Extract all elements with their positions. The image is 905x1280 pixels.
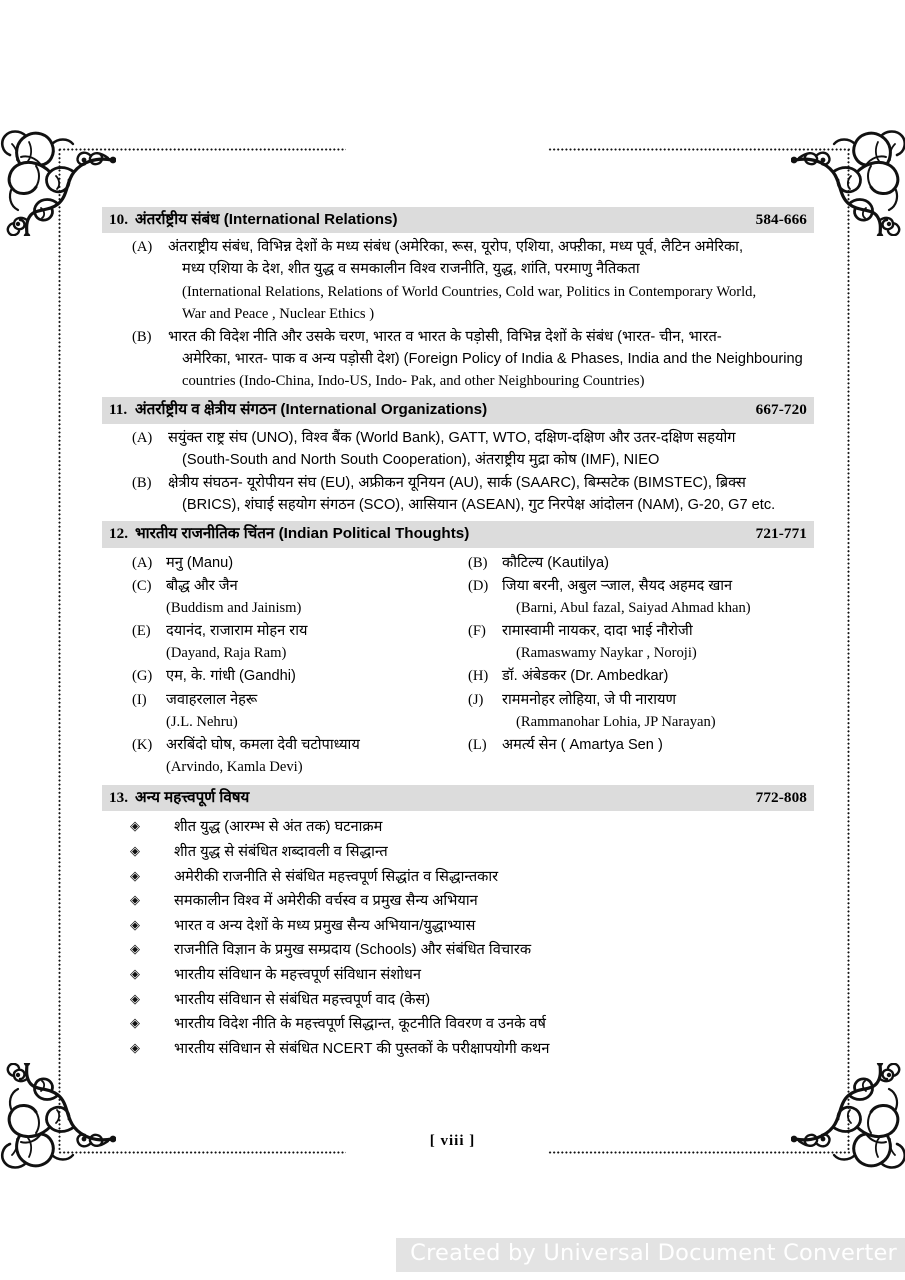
item-text bbox=[502, 734, 814, 756]
contents-list bbox=[102, 207, 814, 1065]
list-item bbox=[102, 472, 814, 516]
item-label: (B) bbox=[132, 474, 152, 491]
item-line: मध्य एशिया के देश, शीत युद्ध व समकालीन विश्व राजनीति, युद्ध, शांति, परमाणु नैतिकता bbox=[182, 261, 640, 278]
item-label: (K) bbox=[132, 736, 153, 753]
item-text: भारतीय संविधान से संबंधित NCERT की पुस्तकों के परीक्षापयोगी कथन bbox=[174, 1040, 550, 1057]
item-label: (L) bbox=[468, 736, 487, 753]
frame-rule-top-left bbox=[58, 148, 346, 151]
list-item bbox=[102, 689, 458, 733]
section-number: 13. bbox=[109, 789, 128, 807]
item-label: (A) bbox=[132, 429, 153, 446]
diamond-bullet-icon: ◈ bbox=[130, 892, 140, 908]
frame-rule-bottom-left bbox=[58, 1151, 346, 1154]
section-number: 10. bbox=[109, 211, 128, 228]
section-page-range: 667-720 bbox=[755, 401, 807, 419]
item-line: भारत की विदेश नीति और उसके चरण, भारत व भारत के पड़ोसी, विभिन्न देशों के संबंध (भारत- चीन, भारत- bbox=[168, 328, 722, 345]
section-title: अंतर्राष्ट्रीय व क्षेत्रीय संगठन (International Organizations) bbox=[135, 401, 488, 419]
item-line: अमेरिका, भारत- पाक व अन्य पड़ोसी देश) (Foreign Policy of India & Phases, India and the Neighbouring bbox=[182, 351, 803, 368]
item-line: अरबिंदो घोष, कमला देवी चटोपाध्याय bbox=[166, 736, 360, 753]
item-line: War and Peace , Nuclear Ethics ) bbox=[182, 305, 375, 322]
item-text bbox=[502, 665, 814, 687]
item-line: अंतराष्ट्रीय संबंध, विभिन्न देशों के मध्य संबंध (अमेरिका, रूस, यूरोप, एशिया, अफ्ऱीका, मध्य पूर्व, लैटिन अमेरिका, bbox=[168, 239, 743, 256]
section-title: अन्य महत्त्वपूर्ण विषय bbox=[135, 789, 250, 807]
item-line: (International Relations, Relations of World Countries, Cold war, Politics in Contemporary World, bbox=[182, 283, 757, 300]
item-text: भारतीय संविधान के महत्त्वपूर्ण संविधान संशोधन bbox=[174, 967, 421, 984]
item-text bbox=[168, 326, 814, 393]
list-item bbox=[102, 575, 458, 619]
section-13-items bbox=[102, 811, 814, 1064]
frame-rule-right bbox=[847, 148, 850, 1151]
diamond-bullet-icon: ◈ bbox=[130, 818, 140, 834]
diamond-bullet-icon: ◈ bbox=[130, 916, 140, 932]
list-item bbox=[102, 665, 458, 687]
item-line: बौद्ध और जैन bbox=[166, 577, 238, 594]
item-line: डॉ. अंबेडकर (Dr. Ambedkar) bbox=[502, 668, 669, 685]
list-item bbox=[102, 236, 814, 325]
section-page-range: 772-808 bbox=[755, 789, 807, 807]
section-header-12 bbox=[102, 521, 814, 547]
list-item bbox=[102, 866, 814, 889]
list-item bbox=[466, 689, 814, 733]
section-number: 12. bbox=[109, 525, 128, 543]
list-item bbox=[102, 915, 814, 938]
watermark-text: Created by Universal Document Converter bbox=[396, 1238, 905, 1272]
column-right bbox=[458, 552, 814, 780]
list-item bbox=[102, 734, 458, 778]
item-label: (G) bbox=[132, 668, 153, 685]
list-item bbox=[466, 665, 814, 687]
list-item bbox=[102, 620, 458, 664]
item-text: शीत युद्ध (आरम्भ से अंत तक) घटनाक्रम bbox=[174, 819, 383, 836]
item-text bbox=[166, 734, 458, 778]
frame-rule-top-right bbox=[548, 148, 850, 151]
item-text bbox=[502, 620, 814, 664]
item-label: (C) bbox=[132, 577, 152, 594]
item-text bbox=[168, 427, 814, 471]
diamond-bullet-icon: ◈ bbox=[130, 867, 140, 883]
item-line: (Buddism and Jainism) bbox=[166, 599, 302, 616]
section-title: भारतीय राजनीतिक चिंतन (Indian Political Thoughts) bbox=[135, 525, 470, 543]
list-item bbox=[466, 620, 814, 664]
diamond-bullet-icon: ◈ bbox=[130, 1039, 140, 1055]
item-text: भारतीय विदेश नीति के महत्त्वपूर्ण सिद्धान्त, कूटनीति विवरण व उनके वर्ष bbox=[174, 1016, 546, 1033]
diamond-bullet-icon: ◈ bbox=[130, 990, 140, 1006]
item-label: (A) bbox=[132, 554, 153, 571]
item-line: मनु (Manu) bbox=[166, 554, 234, 571]
item-text bbox=[166, 552, 458, 574]
item-text bbox=[502, 689, 814, 733]
item-label: (J) bbox=[468, 691, 484, 708]
list-item bbox=[466, 575, 814, 619]
item-text: भारत व अन्य देशों के मध्य प्रमुख सैन्य अभियान/युद्धाभ्यास bbox=[174, 917, 476, 934]
list-item bbox=[102, 816, 814, 839]
item-line: countries (Indo-China, Indo-US, Indo- Pak, and other Neighbouring Countries) bbox=[182, 373, 645, 390]
item-label: (B) bbox=[132, 328, 152, 345]
frame-rule-left bbox=[58, 148, 61, 1151]
item-text bbox=[166, 689, 458, 733]
item-line: सयुंक्त राष्ट्र संघ (UNO), विश्व बैंक (World Bank), GATT, WTO, दक्षिण-दक्षिण और उतर-दक्षिण सहयोग bbox=[168, 429, 736, 446]
section-title: अंतर्राष्ट्रीय संबंध (International Relations) bbox=[135, 211, 398, 228]
item-label: (D) bbox=[468, 577, 489, 594]
item-text: शीत युद्ध से संबंधित शब्दावली व सिद्धान्त bbox=[174, 844, 388, 861]
section-10-items bbox=[102, 233, 814, 397]
diamond-bullet-icon: ◈ bbox=[130, 966, 140, 982]
item-text bbox=[168, 236, 814, 325]
section-11-items bbox=[102, 424, 814, 522]
list-item bbox=[102, 1038, 814, 1061]
diamond-bullet-icon: ◈ bbox=[130, 843, 140, 859]
list-item bbox=[102, 427, 814, 471]
list-item bbox=[102, 890, 814, 913]
list-item bbox=[102, 326, 814, 393]
frame-rule-bottom-right bbox=[548, 1151, 850, 1154]
item-line: क्षेत्रीय संघठन- यूरोपीयन संघ (EU), अफ्रीकन यूनियन (AU), सार्क (SAARC), बिम्सटेक (BIMSTEC), ब्रिक्स bbox=[168, 474, 746, 491]
section-12-items bbox=[102, 548, 814, 786]
item-line: जिया बरनी, अबुल ऱ्जाल, सैयद अहमद खान bbox=[502, 577, 733, 594]
item-label: (I) bbox=[132, 691, 147, 708]
section-header-13 bbox=[102, 785, 814, 811]
item-text bbox=[166, 665, 458, 687]
item-label: (E) bbox=[132, 623, 151, 640]
diamond-bullet-icon: ◈ bbox=[130, 941, 140, 957]
list-item bbox=[102, 939, 814, 962]
section-header-10 bbox=[102, 207, 814, 233]
diamond-bullet-icon: ◈ bbox=[130, 1015, 140, 1031]
item-line: एम, के. गांधी (Gandhi) bbox=[166, 668, 296, 685]
item-text: राजनीति विज्ञान के प्रमुख सम्प्रदाय (Schools) और संबंधित विचारक bbox=[174, 942, 532, 959]
item-label: (H) bbox=[468, 668, 489, 685]
section-header-11 bbox=[102, 397, 814, 423]
list-item bbox=[102, 964, 814, 987]
item-line: (Arvindo, Kamla Devi) bbox=[166, 759, 303, 776]
item-line: दयानंद, राजाराम मोहन राय bbox=[166, 623, 308, 640]
list-item bbox=[466, 734, 814, 756]
item-line: कौटिल्य (Kautilya) bbox=[502, 554, 609, 571]
item-line: राममनोहर लोहिया, जे पी नारायण bbox=[502, 691, 677, 708]
page-number: [ viii ] bbox=[429, 1133, 476, 1149]
item-line: अमर्त्य सेन ( Amartya Sen ) bbox=[502, 736, 663, 753]
item-label: (F) bbox=[468, 623, 486, 640]
item-text bbox=[168, 472, 814, 516]
section-page-range: 584-666 bbox=[755, 211, 807, 228]
item-line: (Rammanohar Lohia, JP Narayan) bbox=[516, 713, 716, 730]
item-label: (A) bbox=[132, 239, 153, 256]
list-item bbox=[102, 989, 814, 1012]
item-line: (J.L. Nehru) bbox=[166, 713, 238, 730]
item-text: समकालीन विश्व में अमेरीकी वर्चस्व व प्रमुख सैन्य अभियान bbox=[174, 893, 478, 910]
item-label: (B) bbox=[468, 554, 488, 571]
list-item bbox=[102, 552, 458, 574]
item-line: रामास्वामी नायकर, दादा भाई नौरोजी bbox=[502, 623, 693, 640]
item-line: (Barni, Abul fazal, Saiyad Ahmad khan) bbox=[516, 599, 751, 616]
section-number: 11. bbox=[109, 401, 128, 419]
item-text bbox=[166, 575, 458, 619]
list-item bbox=[466, 552, 814, 574]
item-line: (South-South and North South Cooperation), अंतराष्ट्रीय मुद्रा कोष (IMF), NIEO bbox=[182, 451, 660, 468]
item-text: अमेरीकी राजनीति से संबंधित महत्त्वपूर्ण सिद्धांत व सिद्धान्तकार bbox=[174, 868, 499, 885]
item-text bbox=[166, 620, 458, 664]
section-page-range: 721-771 bbox=[755, 525, 807, 543]
item-line: जवाहरलाल नेहरू bbox=[166, 691, 258, 708]
column-left bbox=[102, 552, 458, 780]
list-item bbox=[102, 1013, 814, 1036]
item-text bbox=[502, 552, 814, 574]
item-text bbox=[502, 575, 814, 619]
item-line: (Dayand, Raja Ram) bbox=[166, 645, 287, 662]
item-text: भारतीय संविधान से संबंधित महत्त्वपूर्ण वाद (केस) bbox=[174, 991, 431, 1008]
item-line: (Ramaswamy Naykar , Noroji) bbox=[516, 645, 697, 662]
list-item bbox=[102, 841, 814, 864]
item-line: (BRICS), शंघाई सहयोग संगठन (SCO), आसियान (ASEAN), गुट निरपेक्ष आंदोलन (NAM), G-20, G7 etc. bbox=[182, 497, 776, 514]
